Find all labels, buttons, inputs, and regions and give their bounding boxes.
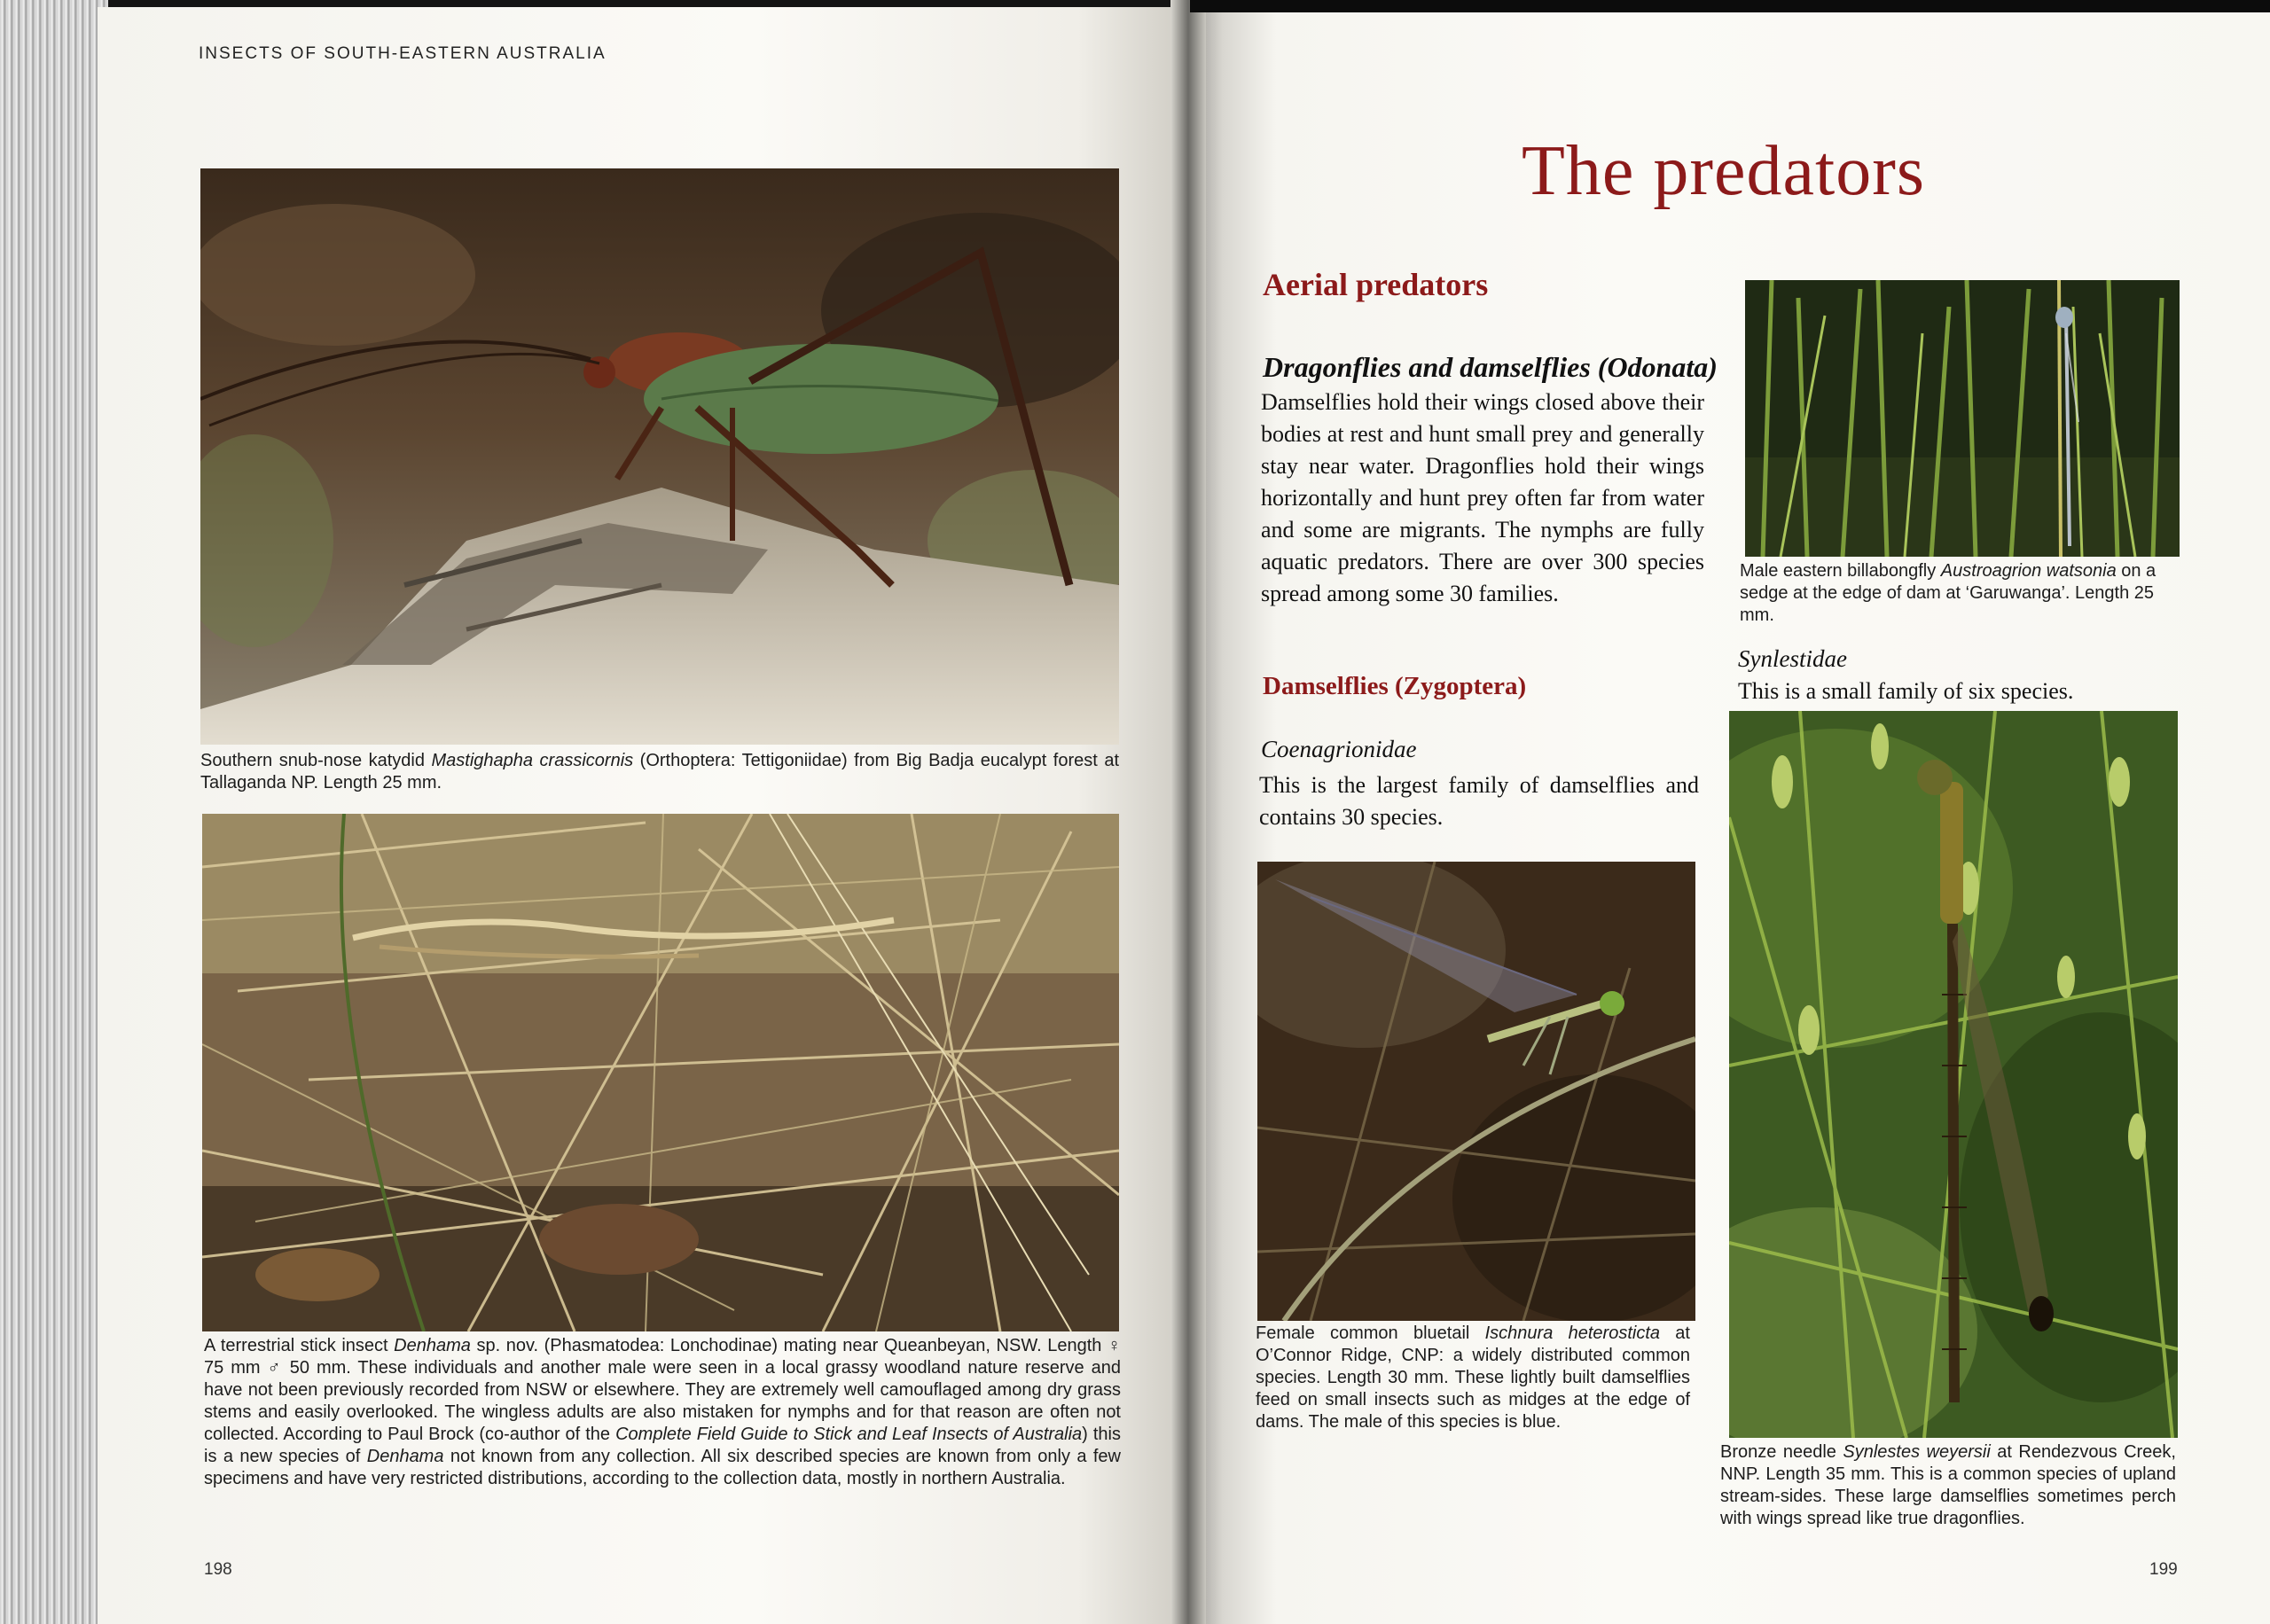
subsection-title: Damselflies (Zygoptera): [1263, 672, 1527, 700]
stick-insect-caption: A terrestrial stick insect Denhama sp. nov. (Phasmatodea: Lonchodinae) mating near Queanbeyan, NSW. Length ♀ 75 mm ♂ 50 mm. These individuals and another male were seen in a local grassy woodland nature reserve and have not been previously recorded from NSW or elsewhere. They are extremely well camouflaged among dry grass stems and easily overlooked. The wingless adults are also mistaken for nymphs and for that reason are often not collected. According to Paul Brock (co-author of the Complete Field Guide to Stick and Leaf Insects of Australia) this is a new species of Denhama not known from any collection. All six described species are known from only a few specimens and have very restricted distributions, according to the collection data, mostly in northern Australia.: [204, 1336, 1122, 1488]
family-name-synlestidae: Synlestidae: [1738, 645, 1847, 672]
katydid-photo: [200, 168, 1119, 745]
intro-text: Damselflies hold their wings closed above their bodies at rest and hunt small prey and generally stay near water. Dragonflies hold their wings horizontally and hunt prey often far from water and some are migrants. The nymphs are fully aquatic predators. There are over 300 species spread among some 30 families.: [1261, 389, 1704, 606]
bronze-needle-caption: Bronze needle Synlestes weyersii at Rendezvous Creek, NNP. Length 35 mm. This is a common species of upland stream-sides. These large damselflies sometimes perch with wings spread like true dragonflies.: [1720, 1442, 2176, 1528]
katydid-caption: Southern snub-nose katydid Mastighapha crassicornis (Orthoptera: Tettigoniidae) from Big Badja eucalypt forest at Tallaganda NP. Length 25 mm.: [200, 751, 1119, 792]
top-shadow: [1190, 0, 2270, 12]
page-edges: [0, 0, 108, 1624]
bronze-needle-photo: [1729, 711, 2178, 1438]
stick-insect-photo: [202, 814, 1119, 1331]
billabongfly-photo: [1745, 280, 2180, 557]
running-head: INSECTS OF SOUTH-EASTERN AUSTRALIA: [199, 44, 607, 63]
book-gutter: [1170, 0, 1206, 1624]
billabongfly-caption: Male eastern billabongfly Austroagrion watsonia on a sedge at the edge of dam at ‘Garuwanga’. Length 25 mm.: [1740, 561, 2156, 625]
family-text-coenagrionidae: This is the largest family of damselflies and contains 30 species.: [1259, 772, 1699, 830]
page-number-left: 198: [204, 1560, 232, 1579]
chapter-title: The predators: [1522, 132, 1926, 210]
page-number-right: 199: [2149, 1560, 2178, 1579]
family-text-synlestidae: This is a small family of six species.: [1738, 678, 2074, 704]
bluetail-photo: [1257, 862, 1695, 1321]
odonata-heading: Dragonflies and damselflies (Odonata): [1263, 351, 1718, 383]
family-name-coenagrionidae: Coenagrionidae: [1261, 736, 1417, 762]
section-title: Aerial predators: [1263, 267, 1489, 302]
bluetail-caption: Female common bluetail Ischnura heterosticta at O’Connor Ridge, CNP: a widely distributed common species. Length 30 mm. These lightly built damselflies feed on small insects such as midges at the edge of dams. The male of this species is blue.: [1256, 1323, 1690, 1432]
